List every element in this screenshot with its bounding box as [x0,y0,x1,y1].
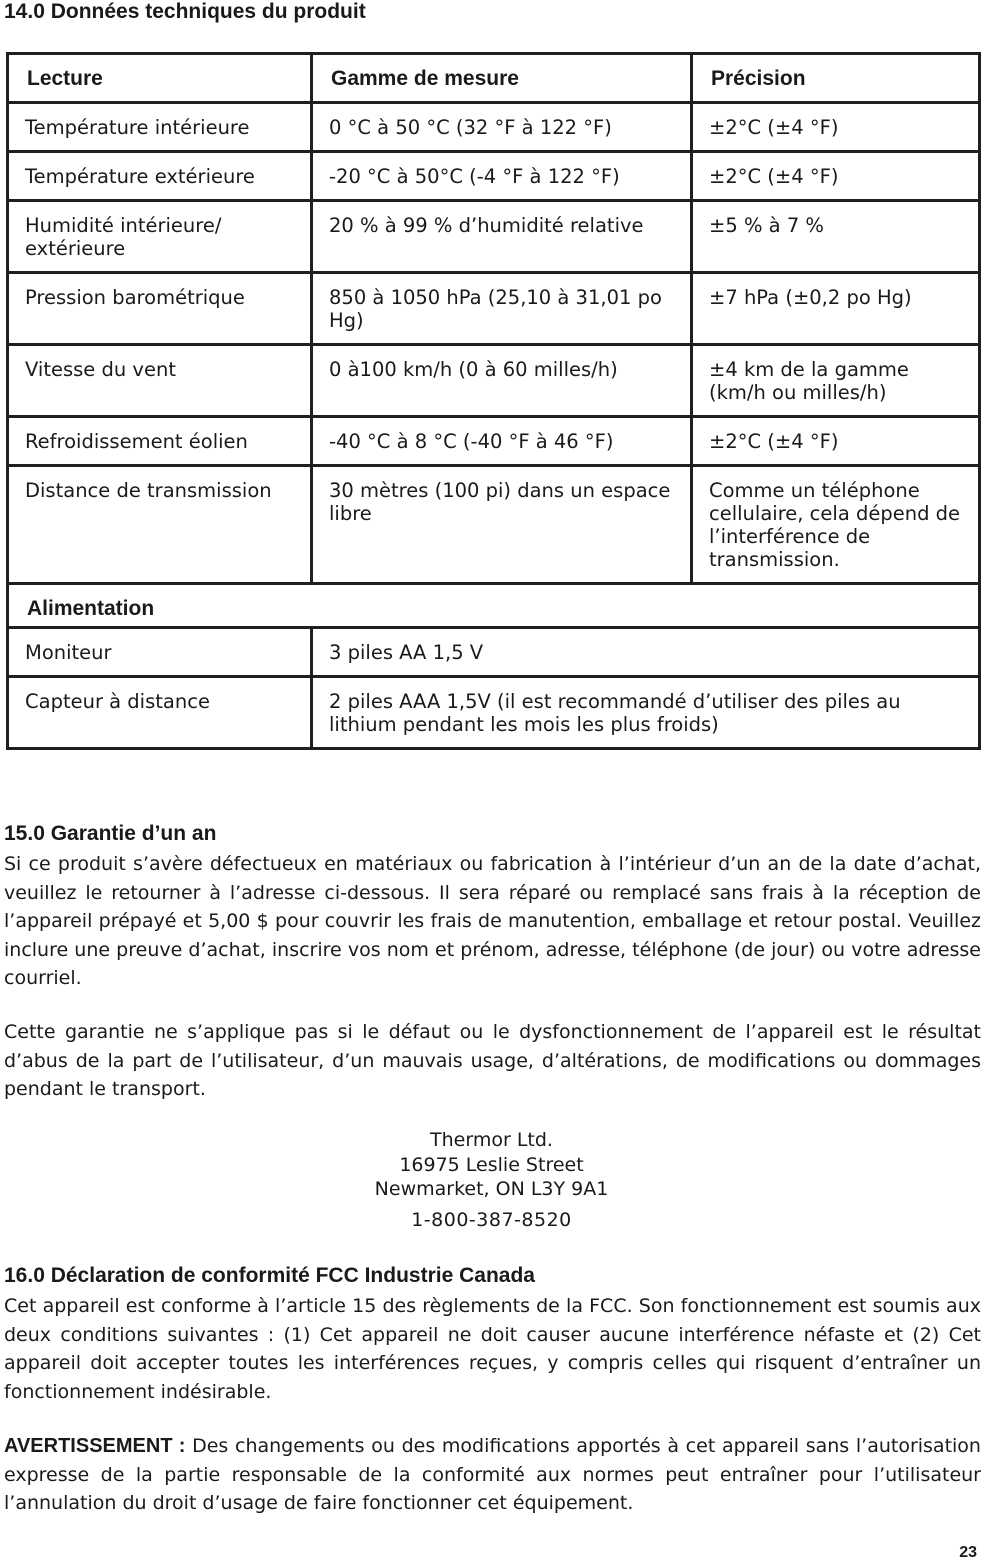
row-range: 20 % à 99 % d’humidité relative [312,201,692,273]
company-address [0,1128,983,1202]
fcc-paragraph: Cet appareil est conforme à l’article 15 des règlements de la FCC. Son fonctionnement est soumis aux deux conditions suivantes : (1) Cet appareil ne doit causer aucune interférence néfaste et (2) Cet appareil doit accepter toutes les interférences reçues, y compris celles qui risquent d’entraîner un fonctionnement indésirable. [4,1295,981,1403]
page-number: 23 [959,1544,977,1561]
row-range: 0 à100 km/h (0 à 60 milles/h) [312,345,692,417]
table-row [8,345,980,417]
warranty-paragraph-2: Cette garantie ne s’applique pas si le défaut ou le dysfonctionnement de l’appareil est le résultat d’abus de la part de l’utilisateur, d’un mauvais usage, d’altérations, de modifications ou dommages pendant le transport. [4,1021,981,1100]
phone-number: 1-800-387-8520 [411,1209,572,1231]
table-row [8,103,980,152]
specs-table [6,52,981,750]
row-label: Moniteur [8,628,312,677]
section-14-title: 14.0 Données techniques du produit [4,0,366,23]
row-precision: Comme un téléphone cellulaire, cela dépend de l’interférence de transmission. [692,466,980,584]
warning-paragraph [4,1432,981,1518]
row-label: Humidité intérieure/ extérieure [8,201,312,273]
section-16-title: 16.0 Déclaration de conformité FCC Industrie Canada [4,1264,535,1287]
table-row [8,273,980,345]
power-header-row [8,584,980,628]
row-label: Température extérieure [8,152,312,201]
warranty-paragraph-1: Si ce produit s’avère défectueux en matériaux ou fabrication à l’intérieur d’un an de la date d’achat, veuillez le retourner à l’adresse ci-dessous. Il sera réparé ou remplacé sans frais à la réception de l’appareil prépayé et 5,00 $ pour couvrir les frais de manutention, emballage et retour postal. Veuillez inclure une preuve d’achat, inscrire vos nom et prénom, adresse, téléphone (de jour) ou votre adresse courriel. [4,853,981,989]
row-precision: ±5 % à 7 % [692,201,980,273]
table-row [8,677,980,749]
row-precision: ±2°C (±4 °F) [692,103,980,152]
address-line: Thermor Ltd. [430,1129,553,1151]
power-header: Alimentation [8,584,980,628]
row-label: Distance de transmission [8,466,312,584]
header-lecture: Lecture [8,54,312,103]
address-line: 16975 Leslie Street [399,1153,584,1176]
row-label: Refroidissement éolien [8,417,312,466]
row-label: Température intérieure [8,103,312,152]
row-value: 2 piles AAA 1,5V (il est recommandé d’utiliser des piles au lithium pendant les mois les plus froids) [312,677,980,749]
row-value: 3 piles AA 1,5 V [312,628,980,677]
table-row [8,201,980,273]
row-precision: ±2°C (±4 °F) [692,417,980,466]
row-precision: ±2°C (±4 °F) [692,152,980,201]
section-15-title: 15.0 Garantie d’un an [4,822,217,845]
header-gamme: Gamme de mesure [312,54,692,103]
row-range: 850 à 1050 hPa (25,10 à 31,01 po Hg) [312,273,692,345]
address-line: Newmarket, ON L3Y 9A1 [374,1178,609,1200]
row-precision: ±4 km de la gamme (km/h ou milles/h) [692,345,980,417]
row-label: Vitesse du vent [8,345,312,417]
table-row [8,628,980,677]
warning-text: Des changements ou des modifications apportés à cet appareil sans l’autorisation expresse de la partie responsable de la conformité aux normes peut entraîner pour l’utilisateur l’annulation du droit d’usage de faire fonctionner cet équipement. [4,1435,981,1514]
table-row [8,466,980,584]
row-range: -40 °C à 8 °C (-40 °F à 46 °F) [312,417,692,466]
warning-label: AVERTISSEMENT : [4,1435,186,1457]
row-label: Capteur à distance [8,677,312,749]
table-row [8,417,980,466]
row-range: 0 °C à 50 °C (32 °F à 122 °F) [312,103,692,152]
row-label: Pression barométrique [8,273,312,345]
row-range: -20 °C à 50°C (-4 °F à 122 °F) [312,152,692,201]
row-precision: ±7 hPa (±0,2 po Hg) [692,273,980,345]
header-precision: Précision [692,54,980,103]
table-header-row [8,54,980,103]
table-row [8,152,980,201]
row-range: 30 mètres (100 pi) dans un espace libre [312,466,692,584]
